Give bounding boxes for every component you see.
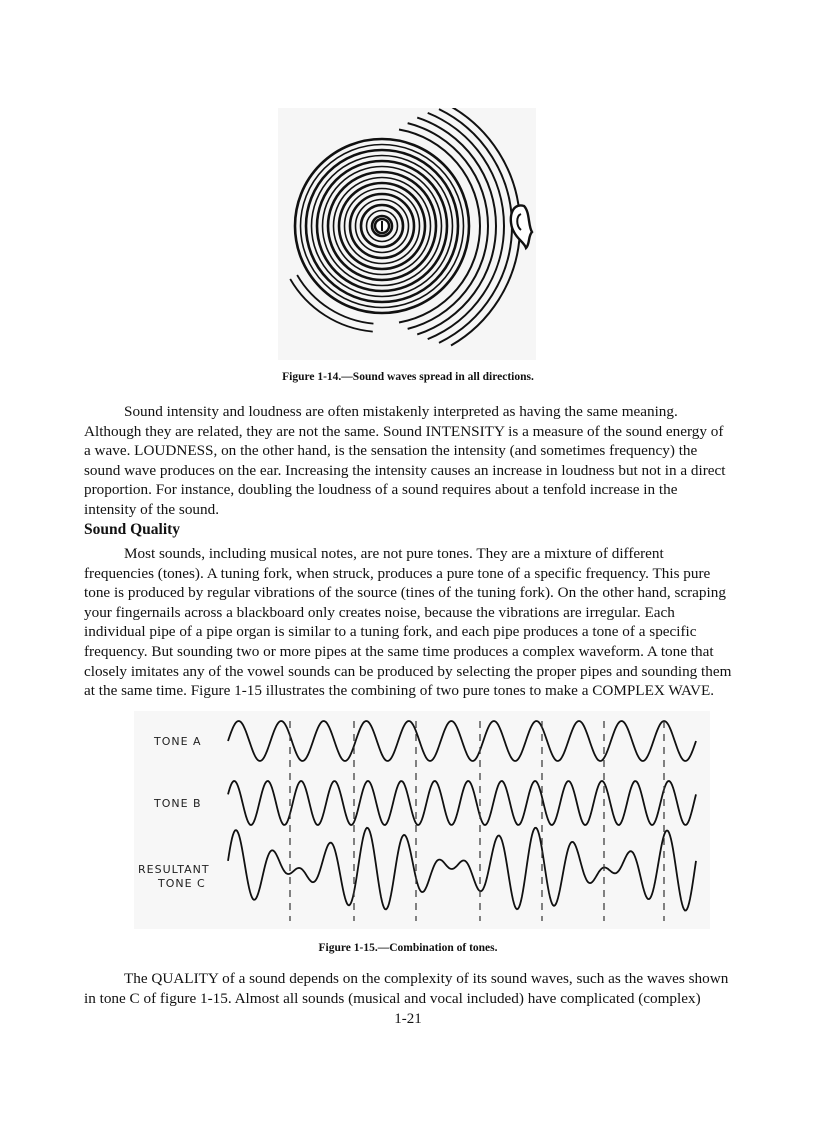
paragraph-complexity: The QUALITY of a sound depends on the complexity of its sound waves, such as the waves shown in tone C of figure 1-15. Almost all sounds (musical and vocal included) have complicated (complex) — [84, 970, 729, 1007]
resultant-label-line2: TONE C — [158, 877, 206, 890]
combination-of-tones-diagram — [134, 711, 710, 929]
tone-b-wave — [228, 781, 696, 825]
figure-1-15 — [134, 711, 710, 929]
figure-1-14 — [278, 108, 536, 360]
figure-1-14-caption: Figure 1-14.—Sound waves spread in all directions. — [282, 371, 534, 383]
page-number: 1-21 — [394, 1011, 422, 1027]
section-heading-sound-quality: Sound Quality — [84, 521, 181, 538]
tone-b-label: TONE B — [154, 797, 202, 810]
figure-1-15-caption: Figure 1-15.—Combination of tones. — [318, 942, 498, 954]
resultant-label-line1: RESULTANT — [138, 863, 210, 876]
resultant-tone-c-wave — [228, 828, 696, 911]
paragraph-sound-quality: Most sounds, including musical notes, are not pure tones. They are a mixture of different frequencies (tones). A tuning fork, when struck, produces a pure tone of a specific frequency. This pure tone is produced by regular vibrations of the source (tines of the tuning fork). On the other hand, scraping your fingernails across a blackboard only creates noise, because the vibrations are irregular. Each individual pipe of a pipe organ is similar to a tuning fork, and each pipe produces a tone of a specific frequency. But sounding two or more pipes at the same time produces a complex waveform. A tone that closely imitates any of the vowel sounds can be produced by selecting the proper pipes and sounding them at the same time. Figure 1-15 illustrates the combining of two pure tones to make a COMPLEX WAVE. — [84, 545, 732, 700]
ear-icon — [511, 205, 532, 248]
sound-waves-illustration — [278, 108, 536, 360]
tone-a-label: TONE A — [154, 735, 202, 748]
paragraph-intensity: Sound intensity and loudness are often mistakenly interpreted as having the same meaning. Although they are related, they are not the same. Sound INTENSITY is a measure of the sound energy of a wave. LOUDNESS, on the other hand, is the sensation the intensity (and sometimes frequency) the sound wave produces on the ear. Increasing the intensity causes an increase in loudness but not in a direct proportion. For instance, doubling the loudness of a sound requires about a tenfold increase in the intensity of the sound. — [84, 403, 726, 518]
tone-a-wave — [228, 721, 696, 761]
wave-rings — [290, 108, 520, 346]
